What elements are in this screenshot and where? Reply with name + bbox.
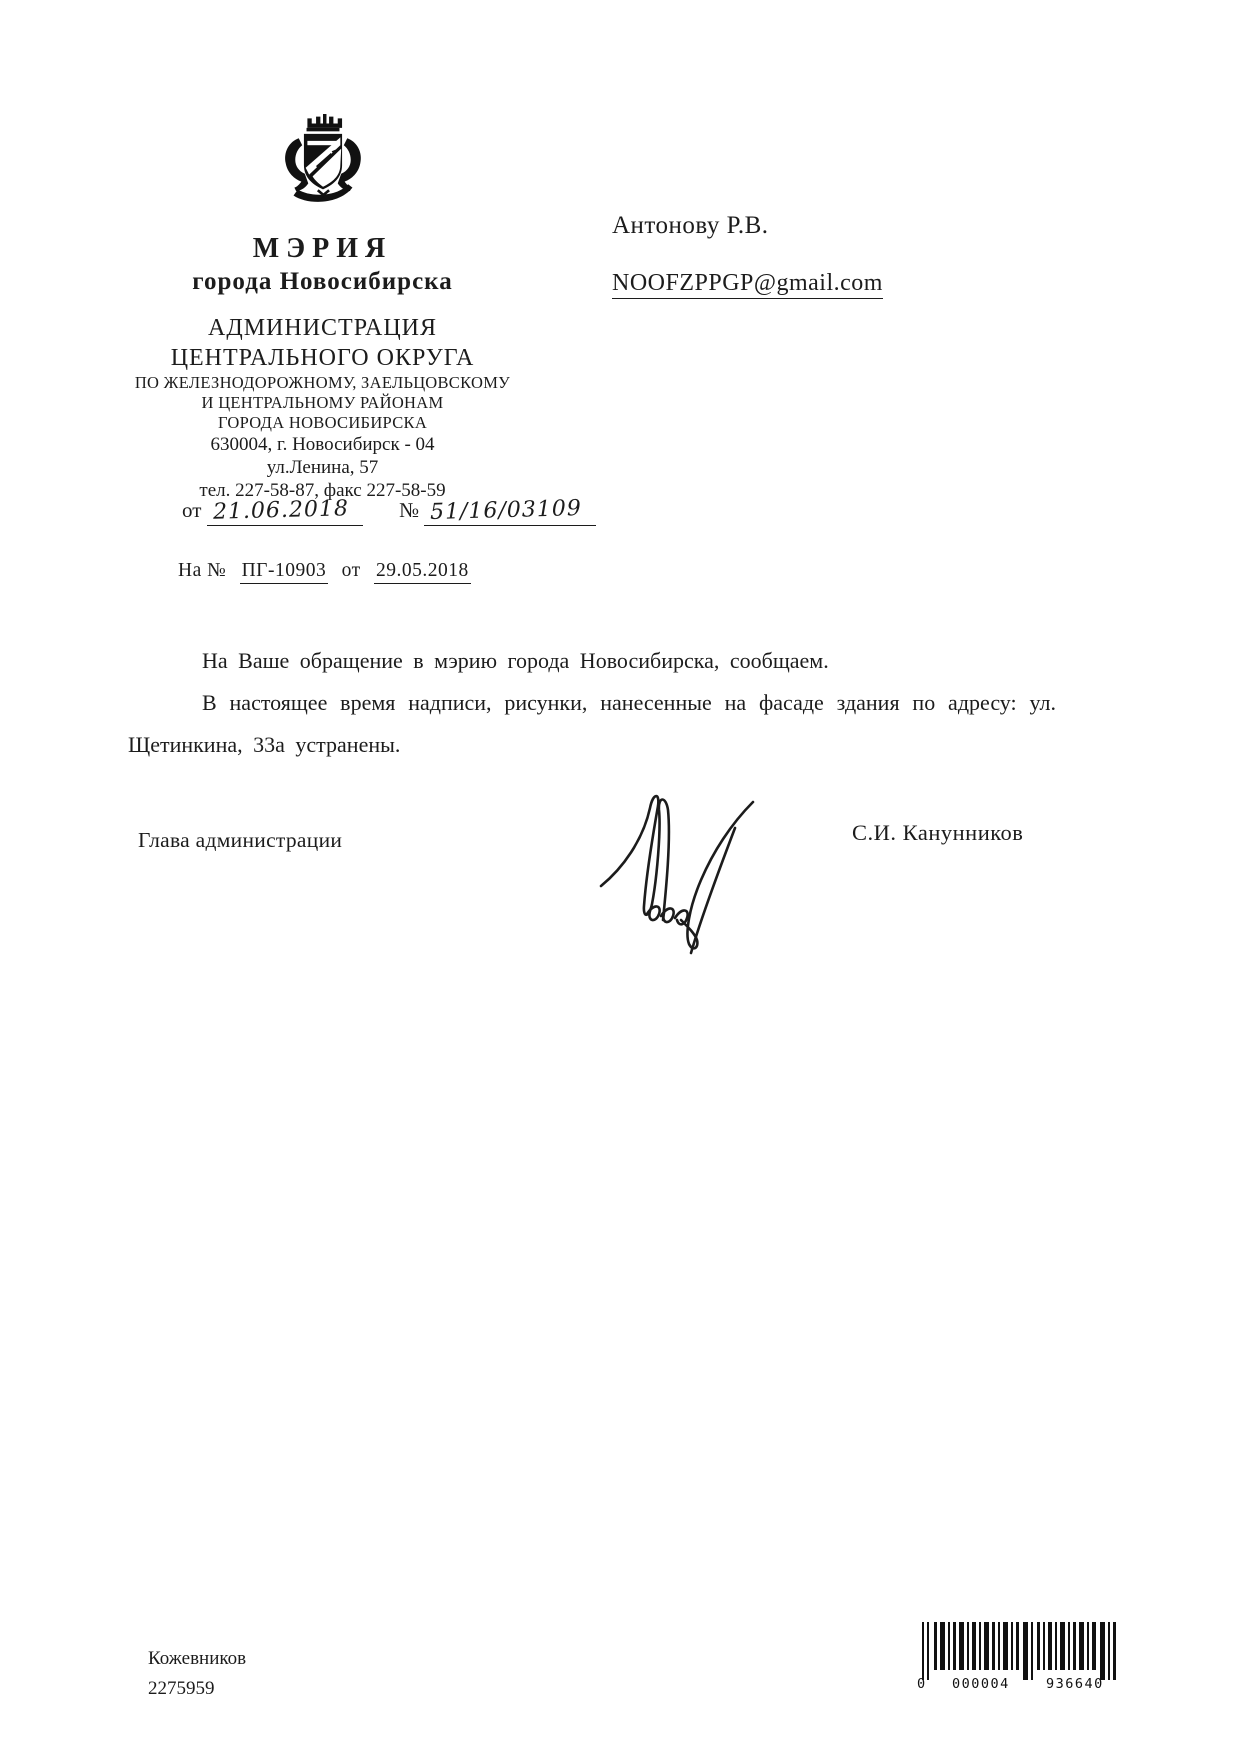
signer-name: С.И. Канунников (852, 820, 1024, 845)
incoming-reference-line (178, 560, 479, 584)
na-no-label: На № (178, 560, 227, 581)
barcode-group1: 000004 (952, 1676, 1010, 1692)
executor-name: Кожевников (148, 1648, 247, 1669)
barcode-group2: 936640 (1046, 1676, 1104, 1692)
org-name-line1: МЭРИЯ (252, 233, 393, 264)
phone-fax-line: тел. 227-58-87, факс 227-58-59 (199, 480, 446, 501)
division-line2: ЦЕНТРАЛЬНОГО ОКРУГА (170, 345, 475, 371)
letter-body (128, 640, 1056, 766)
body-paragraph-2: В настоящее время надписи, рисунки, нанесенные на фасаде здания по адресу: ул. Щетинкина, 33а устранены. (128, 690, 1056, 757)
recipient-block (612, 212, 883, 299)
body-paragraph-1: На Ваше обращение в мэрию города Новосибирска, сообщаем. (202, 648, 829, 673)
executor-block (148, 1644, 246, 1704)
postal-address-line: 630004, г. Новосибирск - 04 (210, 434, 435, 455)
no-label: № (399, 498, 420, 522)
barcode-bars-icon (918, 1622, 1130, 1680)
incoming-date-value: 29.05.2018 (374, 560, 471, 584)
recipient-name: Антонову Р.В. (612, 212, 769, 239)
document-barcode (918, 1622, 1130, 1692)
org-name-line2: города Новосибирска (192, 268, 453, 295)
outgoing-reference-line (182, 498, 642, 526)
division-line1: АДМИНИСТРАЦИЯ (208, 315, 437, 341)
ot-label-2: от (341, 560, 361, 581)
executor-phone: 2275959 (148, 1678, 215, 1699)
districts-line1: ПО ЖЕЛЕЗНОДОРОЖНОМУ, ЗАЕЛЬЦОВСКОМУ (134, 373, 511, 392)
incoming-number-value: ПГ-10903 (240, 560, 329, 584)
barcode-left-digit: 0 (917, 1676, 926, 1692)
ot-label: от (182, 498, 202, 522)
outgoing-date-value: 21.06.2018 (212, 496, 349, 525)
districts-line3: ГОРОДА НОВОСИБИРСКА (217, 413, 428, 432)
handwritten-signature-icon (585, 768, 795, 963)
districts-line2: И ЦЕНТРАЛЬНОМУ РАЙОНАМ (201, 393, 444, 412)
signer-position-title: Глава администрации (138, 828, 343, 852)
street-address-line: ул.Ленина, 57 (266, 457, 379, 478)
coat-of-arms-icon (95, 110, 550, 227)
letterhead (95, 110, 550, 502)
recipient-email: NOOFZPPGP@gmail.com (612, 270, 883, 299)
outgoing-number-value: 51/16/03109 (430, 496, 583, 525)
